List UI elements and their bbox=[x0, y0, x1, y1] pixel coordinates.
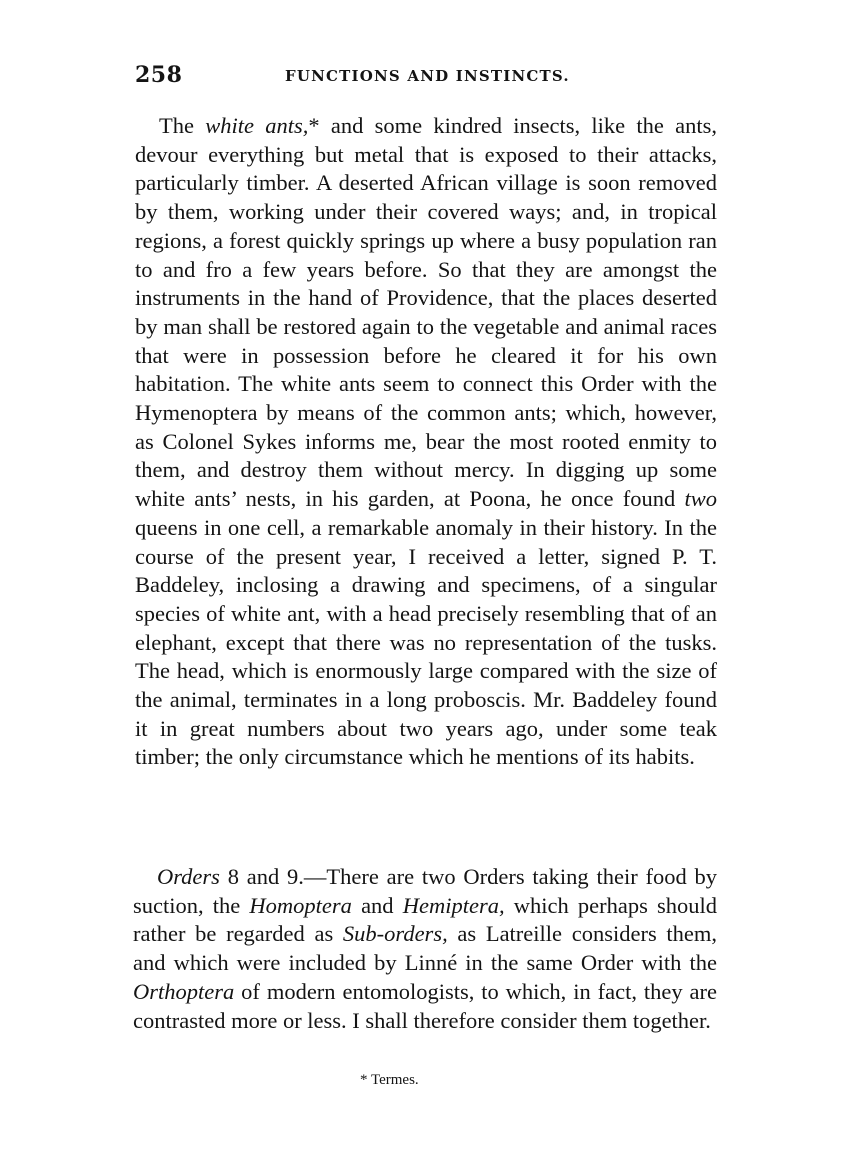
running-head bbox=[135, 62, 717, 90]
text-segment: of modern entomologists, to which, in fact, they are contrasted more or less. I shall therefore consider them together. bbox=[133, 978, 717, 1033]
page-number: 258 bbox=[135, 62, 183, 88]
text-segment: and bbox=[351, 892, 403, 918]
text-segment: 8 and 9.—There are two Orders taking their food by suction, the bbox=[133, 864, 717, 918]
text-segment: as Latreille considers them, and which were included by Linné in the same Order with the bbox=[133, 921, 717, 976]
italic-term: Orthoptera bbox=[133, 978, 235, 1004]
paragraph-orders bbox=[133, 863, 717, 1035]
paragraph-white-ants bbox=[135, 112, 717, 772]
italic-term: white ants, bbox=[205, 113, 309, 138]
text-segment: queens in one cell, a remarkable anomaly in their history. In the course of the present year, I received a letter, signed P. T. Baddeley, inclosing a drawing and specimens, of a singular species of white ant, with a head precisely resembling that of an elephant, except that there was no representation of the tusks. The head, which is enormously large compared with the size of the animal, terminates in a long proboscis. Mr. Baddeley found it in great numbers about two years ago, under some teak timber; the only circumstance which he mentions of its habits. bbox=[135, 514, 717, 770]
italic-term: Hemiptera, bbox=[402, 892, 505, 918]
text-segment: The bbox=[159, 113, 206, 138]
running-title: FUNCTIONS AND INSTINCTS. bbox=[285, 67, 570, 85]
italic-term: Homoptera bbox=[249, 892, 352, 918]
footnote: * Termes. bbox=[360, 1072, 419, 1088]
italic-term: two bbox=[684, 486, 717, 512]
text-segment: which perhaps should rather be regarded as bbox=[133, 892, 717, 947]
italic-term: Orders bbox=[157, 864, 220, 889]
text-segment: * and some kindred insects, like the ants, devour everything but metal that is exposed to their attacks, particularly timber. A deserted African village is soon removed by them, working under their covered ways; and, in tropical regions, a forest quickly springs up where a busy population ran to and fro a few years before. So that they are amongst the instruments in the hand of Providence, that the places deserted by man shall be restored again to the vegetable and animal races that were in possession before he cleared it for his own habitation. The white ants seem to connect this Order with the Hymenoptera by means of the common ants; which, however, as Colonel Sykes informs me, bear the most rooted enmity to them, and destroy them without mercy. In digging up some white ants’ nests, in his garden, at Poona, he once found bbox=[135, 113, 717, 512]
italic-term: Sub-orders, bbox=[342, 921, 448, 947]
